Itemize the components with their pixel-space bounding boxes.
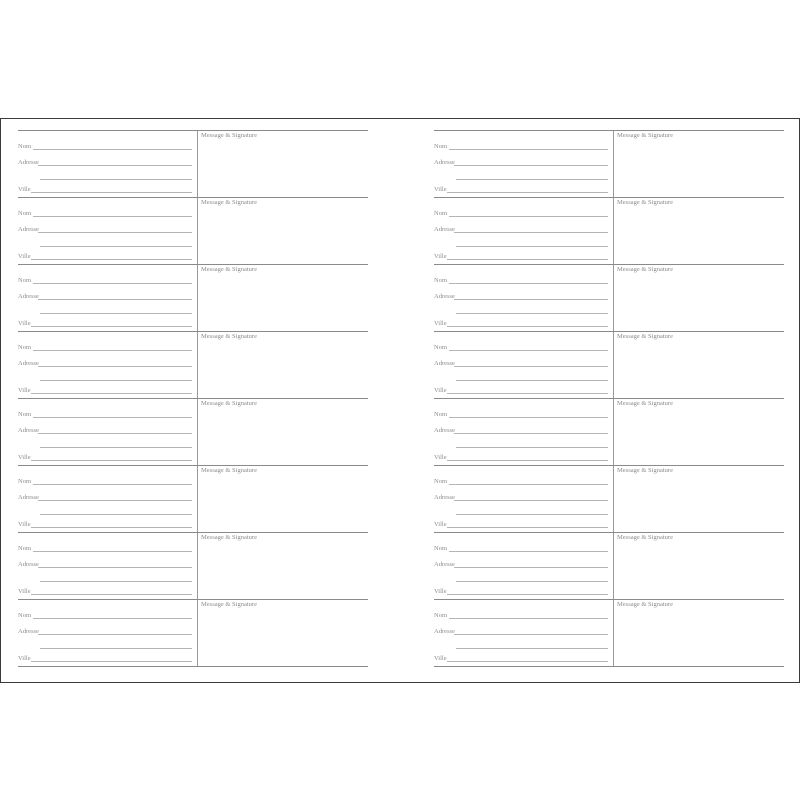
adresse-write-line[interactable] — [38, 433, 192, 434]
entry-fields — [434, 131, 613, 197]
nom-write-line[interactable] — [449, 350, 608, 351]
adresse-line2-write-line[interactable] — [456, 581, 608, 582]
entry-fields — [434, 265, 613, 331]
ville-write-line[interactable] — [31, 259, 192, 260]
adresse-line2-write-line[interactable] — [40, 514, 192, 515]
adresse-line2-write-line[interactable] — [40, 581, 192, 582]
adresse-write-line[interactable] — [454, 299, 608, 300]
ville-field — [18, 519, 192, 529]
left-page — [18, 130, 368, 667]
adresse-label: Adresse — [18, 427, 39, 434]
adresse-write-line[interactable] — [38, 165, 192, 166]
ville-field — [18, 184, 192, 194]
column-divider — [613, 131, 614, 197]
adresse-line2-write-line[interactable] — [40, 648, 192, 649]
nom-write-line[interactable] — [449, 484, 608, 485]
adresse-label: Adresse — [18, 628, 39, 635]
adresse-line2-field — [18, 372, 192, 382]
nom-label: Nom — [434, 411, 447, 418]
nom-field — [18, 208, 192, 218]
adresse-label: Adresse — [434, 494, 455, 501]
adresse-field — [434, 425, 608, 435]
nom-field — [18, 409, 192, 419]
message-signature-label: Message & Signature — [617, 132, 673, 139]
ville-field — [434, 318, 608, 328]
message-signature-label: Message & Signature — [201, 333, 257, 340]
ville-field — [434, 452, 608, 462]
nom-write-line[interactable] — [449, 216, 608, 217]
adresse-write-line[interactable] — [454, 165, 608, 166]
adresse-field — [18, 358, 192, 368]
column-divider — [613, 265, 614, 331]
nom-write-line[interactable] — [449, 618, 608, 619]
ville-label: Ville — [434, 588, 447, 595]
nom-label: Nom — [18, 478, 31, 485]
adresse-write-line[interactable] — [38, 299, 192, 300]
adresse-write-line[interactable] — [454, 634, 608, 635]
ville-label: Ville — [434, 186, 447, 193]
guest-entry — [434, 399, 784, 466]
ville-field — [18, 653, 192, 663]
nom-label: Nom — [434, 612, 447, 619]
column-divider — [613, 466, 614, 532]
ville-field — [18, 452, 192, 462]
entry-fields — [18, 131, 197, 197]
adresse-line2-write-line[interactable] — [456, 514, 608, 515]
adresse-line2-field — [18, 640, 192, 650]
adresse-write-line[interactable] — [38, 567, 192, 568]
adresse-write-line[interactable] — [38, 634, 192, 635]
adresse-line2-write-line[interactable] — [40, 380, 192, 381]
ville-label: Ville — [434, 387, 447, 394]
guest-entry — [18, 332, 368, 399]
column-divider — [197, 131, 198, 197]
adresse-line2-field — [434, 439, 608, 449]
nom-field — [434, 409, 608, 419]
adresse-write-line[interactable] — [454, 366, 608, 367]
nom-field — [434, 342, 608, 352]
adresse-write-line[interactable] — [454, 500, 608, 501]
nom-field — [434, 610, 608, 620]
guest-entry — [18, 533, 368, 600]
adresse-label: Adresse — [434, 628, 455, 635]
nom-field — [434, 543, 608, 553]
nom-field — [18, 610, 192, 620]
adresse-line2-field — [18, 439, 192, 449]
adresse-field — [434, 492, 608, 502]
message-signature-label: Message & Signature — [617, 266, 673, 273]
guest-entry — [18, 265, 368, 332]
nom-write-line[interactable] — [33, 149, 192, 150]
entry-fields — [18, 399, 197, 465]
ville-field — [434, 251, 608, 261]
adresse-line2-write-line[interactable] — [40, 246, 192, 247]
guest-entry — [434, 198, 784, 265]
message-signature-label: Message & Signature — [201, 132, 257, 139]
nom-field — [18, 141, 192, 151]
entry-fields — [434, 466, 613, 532]
adresse-write-line[interactable] — [454, 232, 608, 233]
entry-fields — [434, 198, 613, 264]
ville-write-line[interactable] — [447, 259, 608, 260]
adresse-line2-write-line[interactable] — [40, 179, 192, 180]
ville-label: Ville — [434, 253, 447, 260]
nom-field — [434, 141, 608, 151]
column-divider — [613, 198, 614, 264]
ville-write-line[interactable] — [447, 192, 608, 193]
adresse-write-line[interactable] — [454, 433, 608, 434]
column-divider — [197, 399, 198, 465]
guest-entry — [434, 466, 784, 533]
ville-field — [434, 519, 608, 529]
entry-fields — [18, 600, 197, 666]
nom-field — [18, 476, 192, 486]
nom-field — [18, 543, 192, 553]
adresse-field — [18, 425, 192, 435]
ville-write-line[interactable] — [447, 460, 608, 461]
guest-entry — [18, 131, 368, 198]
ville-field — [18, 586, 192, 596]
ville-label: Ville — [18, 186, 31, 193]
nom-write-line[interactable] — [449, 551, 608, 552]
entry-fields — [18, 265, 197, 331]
adresse-field — [434, 224, 608, 234]
nom-label: Nom — [434, 478, 447, 485]
nom-write-line[interactable] — [449, 149, 608, 150]
message-signature-label: Message & Signature — [617, 601, 673, 608]
guestbook-spread — [0, 118, 800, 683]
ville-write-line[interactable] — [31, 661, 192, 662]
adresse-label: Adresse — [434, 226, 455, 233]
nom-write-line[interactable] — [449, 417, 608, 418]
nom-write-line[interactable] — [33, 551, 192, 552]
adresse-line2-field — [434, 238, 608, 248]
ville-label: Ville — [18, 655, 31, 662]
guest-entry — [434, 332, 784, 399]
nom-write-line[interactable] — [33, 417, 192, 418]
adresse-label: Adresse — [18, 360, 39, 367]
nom-label: Nom — [434, 545, 447, 552]
adresse-label: Adresse — [434, 293, 455, 300]
column-divider — [613, 399, 614, 465]
nom-label: Nom — [18, 277, 31, 284]
entry-list — [434, 131, 784, 667]
ville-field — [434, 653, 608, 663]
adresse-line2-field — [18, 238, 192, 248]
entry-fields — [434, 533, 613, 599]
adresse-line2-field — [434, 640, 608, 650]
entry-fields — [18, 332, 197, 398]
message-signature-label: Message & Signature — [201, 601, 257, 608]
ville-write-line[interactable] — [447, 326, 608, 327]
adresse-line2-write-line[interactable] — [40, 447, 192, 448]
adresse-field — [18, 224, 192, 234]
adresse-field — [434, 157, 608, 167]
adresse-line2-field — [434, 573, 608, 583]
adresse-label: Adresse — [434, 360, 455, 367]
nom-label: Nom — [434, 143, 447, 150]
adresse-line2-field — [18, 305, 192, 315]
adresse-field — [18, 291, 192, 301]
nom-field — [18, 275, 192, 285]
ville-write-line[interactable] — [31, 527, 192, 528]
ville-write-line[interactable] — [31, 460, 192, 461]
nom-field — [18, 342, 192, 352]
adresse-line2-write-line[interactable] — [456, 246, 608, 247]
ville-write-line[interactable] — [447, 661, 608, 662]
adresse-field — [434, 559, 608, 569]
entry-fields — [434, 332, 613, 398]
guest-entry — [18, 399, 368, 466]
message-signature-label: Message & Signature — [201, 534, 257, 541]
message-signature-label: Message & Signature — [201, 266, 257, 273]
ville-write-line[interactable] — [447, 393, 608, 394]
adresse-line2-write-line[interactable] — [456, 380, 608, 381]
adresse-label: Adresse — [18, 226, 39, 233]
entry-fields — [434, 399, 613, 465]
entry-fields — [434, 600, 613, 666]
nom-label: Nom — [18, 210, 31, 217]
adresse-field — [18, 559, 192, 569]
column-divider — [197, 198, 198, 264]
ville-label: Ville — [434, 320, 447, 327]
nom-label: Nom — [18, 143, 31, 150]
ville-field — [18, 385, 192, 395]
column-divider — [197, 533, 198, 599]
adresse-line2-write-line[interactable] — [456, 313, 608, 314]
adresse-write-line[interactable] — [454, 567, 608, 568]
adresse-label: Adresse — [18, 159, 39, 166]
ville-field — [434, 586, 608, 596]
guest-entry — [434, 600, 784, 667]
nom-label: Nom — [434, 210, 447, 217]
nom-label: Nom — [18, 344, 31, 351]
column-divider — [197, 332, 198, 398]
ville-label: Ville — [434, 454, 447, 461]
message-signature-label: Message & Signature — [617, 199, 673, 206]
adresse-line2-field — [434, 171, 608, 181]
nom-write-line[interactable] — [33, 484, 192, 485]
entry-fields — [18, 466, 197, 532]
right-page — [434, 130, 784, 667]
ville-write-line[interactable] — [31, 326, 192, 327]
column-divider — [197, 600, 198, 666]
nom-field — [434, 208, 608, 218]
adresse-write-line[interactable] — [38, 366, 192, 367]
message-signature-label: Message & Signature — [201, 199, 257, 206]
adresse-line2-write-line[interactable] — [456, 447, 608, 448]
guest-entry — [434, 131, 784, 198]
adresse-field — [434, 291, 608, 301]
guest-entry — [18, 466, 368, 533]
nom-label: Nom — [18, 612, 31, 619]
adresse-write-line[interactable] — [38, 232, 192, 233]
nom-label: Nom — [18, 411, 31, 418]
adresse-line2-write-line[interactable] — [40, 313, 192, 314]
adresse-label: Adresse — [434, 561, 455, 568]
column-divider — [613, 600, 614, 666]
message-signature-label: Message & Signature — [201, 400, 257, 407]
nom-label: Nom — [434, 277, 447, 284]
ville-write-line[interactable] — [447, 594, 608, 595]
nom-write-line[interactable] — [33, 350, 192, 351]
column-divider — [613, 533, 614, 599]
message-signature-label: Message & Signature — [617, 467, 673, 474]
adresse-label: Adresse — [18, 494, 39, 501]
nom-label: Nom — [18, 545, 31, 552]
ville-write-line[interactable] — [31, 594, 192, 595]
ville-field — [18, 251, 192, 261]
nom-write-line[interactable] — [33, 216, 192, 217]
ville-label: Ville — [18, 588, 31, 595]
guest-entry — [18, 198, 368, 265]
column-divider — [613, 332, 614, 398]
column-divider — [197, 265, 198, 331]
ville-label: Ville — [18, 521, 31, 528]
nom-label: Nom — [434, 344, 447, 351]
nom-write-line[interactable] — [449, 283, 608, 284]
adresse-field — [18, 157, 192, 167]
ville-write-line[interactable] — [447, 527, 608, 528]
ville-label: Ville — [434, 655, 447, 662]
guest-entry — [434, 265, 784, 332]
column-divider — [197, 466, 198, 532]
adresse-label: Adresse — [434, 427, 455, 434]
ville-field — [434, 385, 608, 395]
guest-entry — [434, 533, 784, 600]
adresse-line2-write-line[interactable] — [456, 648, 608, 649]
adresse-label: Adresse — [434, 159, 455, 166]
adresse-label: Adresse — [18, 293, 39, 300]
adresse-write-line[interactable] — [38, 500, 192, 501]
nom-field — [434, 476, 608, 486]
message-signature-label: Message & Signature — [617, 534, 673, 541]
adresse-line2-field — [434, 506, 608, 516]
ville-label: Ville — [18, 253, 31, 260]
entry-list — [18, 131, 368, 667]
ville-label: Ville — [18, 387, 31, 394]
ville-label: Ville — [18, 454, 31, 461]
adresse-field — [434, 626, 608, 636]
ville-field — [18, 318, 192, 328]
ville-field — [434, 184, 608, 194]
message-signature-label: Message & Signature — [201, 467, 257, 474]
ville-write-line[interactable] — [31, 192, 192, 193]
adresse-line2-field — [18, 506, 192, 516]
nom-write-line[interactable] — [33, 618, 192, 619]
message-signature-label: Message & Signature — [617, 400, 673, 407]
adresse-field — [18, 626, 192, 636]
guest-entry — [18, 600, 368, 667]
adresse-line2-field — [434, 372, 608, 382]
nom-field — [434, 275, 608, 285]
adresse-line2-field — [18, 171, 192, 181]
entry-fields — [18, 533, 197, 599]
ville-label: Ville — [18, 320, 31, 327]
adresse-field — [18, 492, 192, 502]
adresse-line2-write-line[interactable] — [456, 179, 608, 180]
adresse-line2-field — [18, 573, 192, 583]
ville-write-line[interactable] — [31, 393, 192, 394]
adresse-label: Adresse — [18, 561, 39, 568]
ville-label: Ville — [434, 521, 447, 528]
entry-fields — [18, 198, 197, 264]
nom-write-line[interactable] — [33, 283, 192, 284]
adresse-field — [434, 358, 608, 368]
message-signature-label: Message & Signature — [617, 333, 673, 340]
adresse-line2-field — [434, 305, 608, 315]
